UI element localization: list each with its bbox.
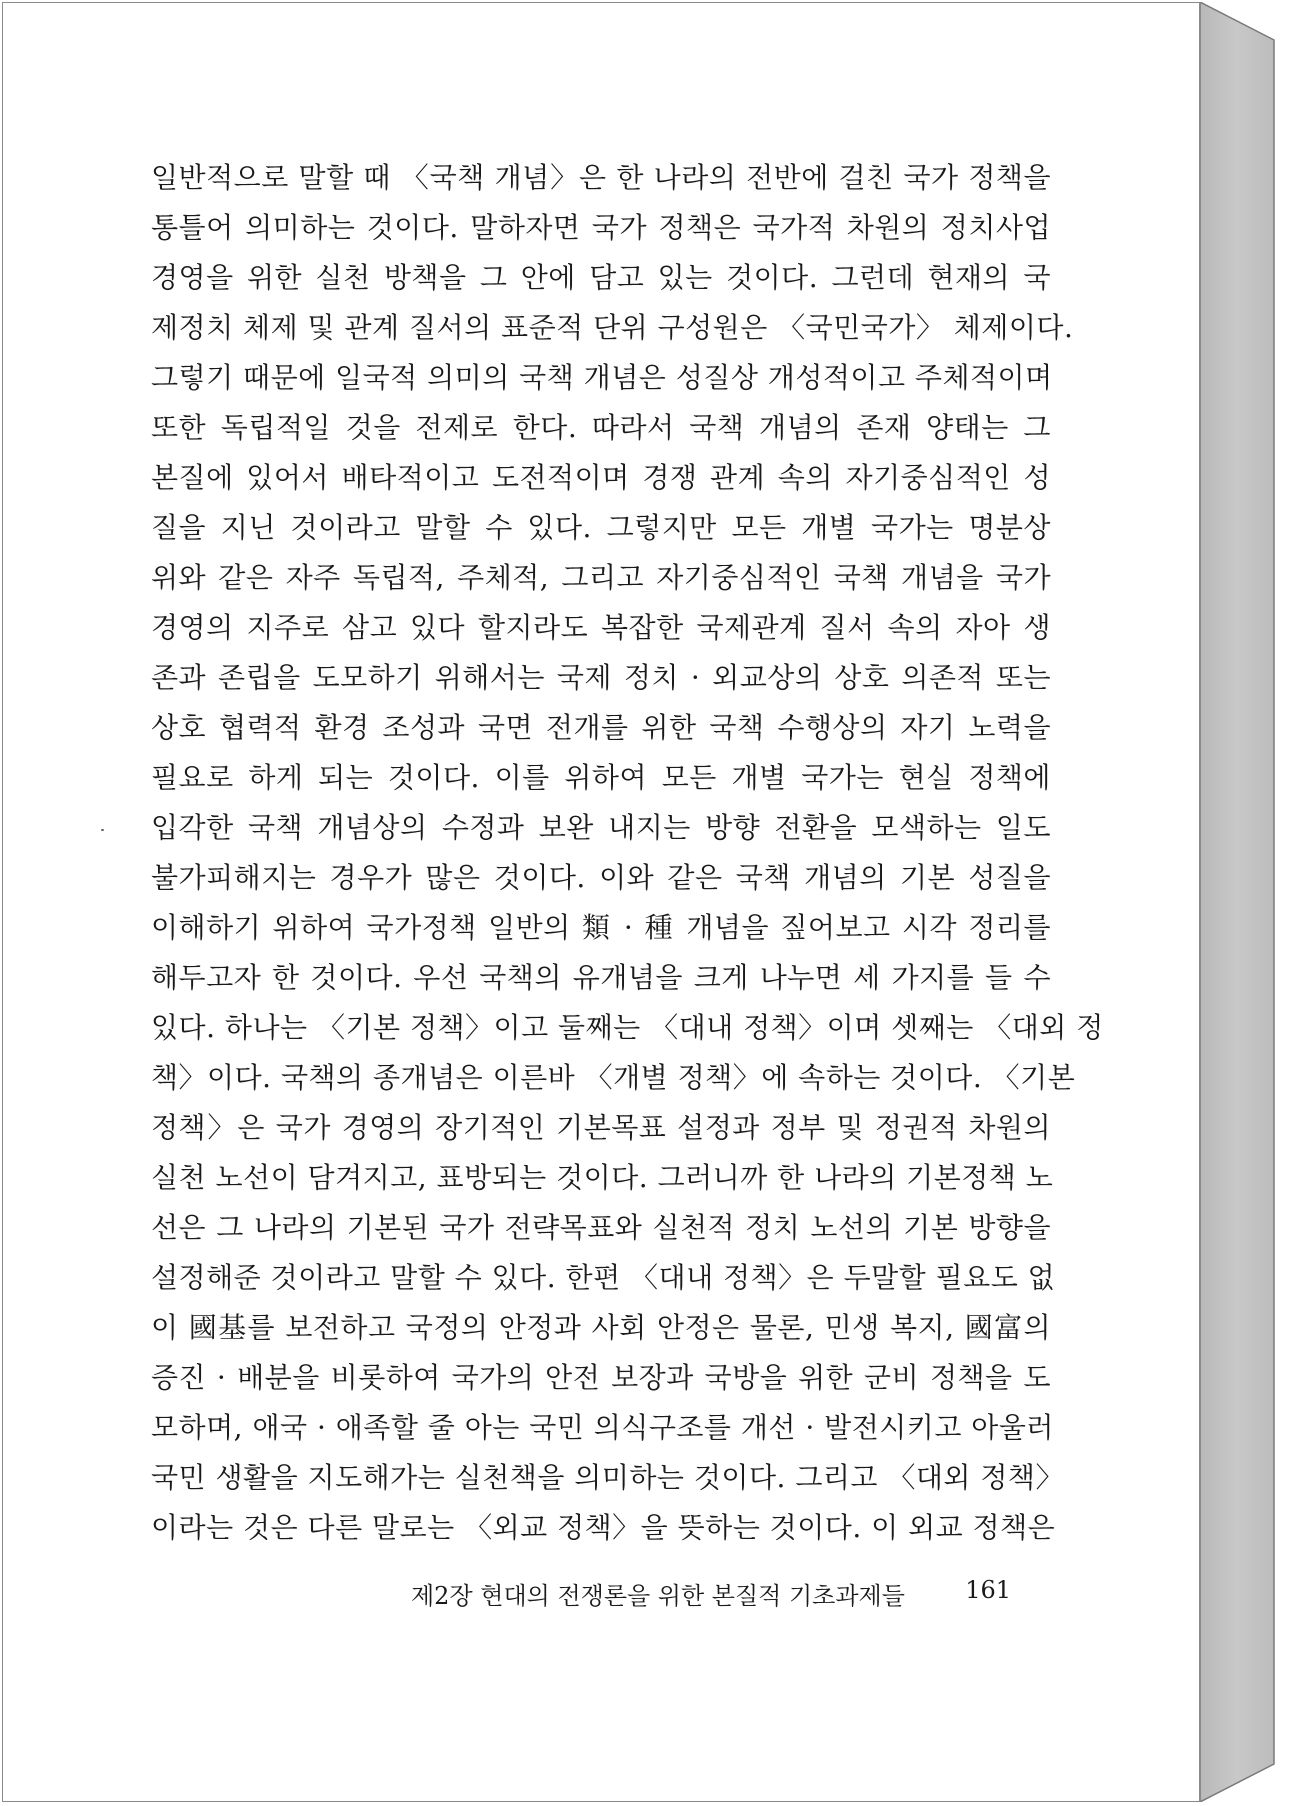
text-line: 있다. 하나는 〈기본 정책〉이고 둘째는 〈대내 정책〉이며 셋째는 〈대외 정 <box>151 1011 1104 1044</box>
text-line: 또한 독립적일 것을 전제로 한다. 따라서 국책 개념의 존재 양태는 그 <box>151 411 1051 444</box>
book-spine-edge <box>1200 2 1276 1802</box>
text-line: 불가피해지는 경우가 많은 것이다. 이와 같은 국책 개념의 기본 성질을 <box>151 861 1051 894</box>
text-line: 이해하기 위하여 국가정책 일반의 類 · 種 개념을 짚어보고 시각 정리를 <box>151 911 1051 944</box>
text-line: 정책〉은 국가 경영의 장기적인 기본목표 설정과 정부 및 정권적 차원의 <box>151 1111 1051 1144</box>
text-line: 그렇기 때문에 일국적 의미의 국책 개념은 성질상 개성적이고 주체적이며 <box>151 361 1053 394</box>
text-line: 모하며, 애국 · 애족할 줄 아는 국민 의식구조를 개선 · 발전시키고 아울러 <box>151 1411 1054 1444</box>
text-line: 해두고자 한 것이다. 우선 국책의 유개념을 크게 나누면 세 가지를 들 수 <box>151 961 1051 994</box>
text-line: 필요로 하게 되는 것이다. 이를 위하여 모든 개별 국가는 현실 정책에 <box>151 761 1051 794</box>
text-line: 제정치 체제 및 관계 질서의 표준적 단위 구성원은 〈국민국가〉 체제이다. <box>151 311 1074 344</box>
body-text <box>151 153 1104 1553</box>
text-line: 경영을 위한 실천 방책을 그 안에 담고 있는 것이다. 그런데 현재의 국 <box>151 261 1051 294</box>
text-line: 위와 같은 자주 독립적, 주체적, 그리고 자기중심적인 국책 개념을 국가 <box>151 561 1051 594</box>
text-line: 경영의 지주로 삼고 있다 할지라도 복잡한 국제관계 질서 속의 자아 생 <box>151 611 1051 644</box>
text-line: 선은 그 나라의 기본된 국가 전략목표와 실천적 정치 노선의 기본 방향을 <box>151 1211 1051 1244</box>
text-line: 존과 존립을 도모하기 위해서는 국제 정치 · 외교상의 상호 의존적 또는 <box>151 661 1051 694</box>
text-line: 질을 지닌 것이라고 말할 수 있다. 그렇지만 모든 개별 국가는 명분상 <box>151 511 1051 544</box>
text-line: 국민 생활을 지도해가는 실천책을 의미하는 것이다. 그리고 〈대외 정책〉 <box>151 1461 1064 1494</box>
text-line: 이라는 것은 다른 말로는 〈외교 정책〉을 뜻하는 것이다. 이 외교 정책은 <box>151 1511 1056 1544</box>
stray-mark <box>101 829 104 831</box>
text-line: 이 國基를 보전하고 국정의 안정과 사회 안정은 물론, 민생 복지, 國富의 <box>151 1311 1051 1344</box>
page-number: 161 <box>965 1576 1011 1604</box>
text-line: 일반적으로 말할 때 〈국책 개념〉은 한 나라의 전반에 걸친 국가 정책을 <box>151 161 1051 194</box>
text-line: 책〉이다. 국책의 종개념은 이른바 〈개별 정책〉에 속하는 것이다. 〈기본 <box>151 1061 1076 1094</box>
text-line: 상호 협력적 환경 조성과 국면 전개를 위한 국책 수행상의 자기 노력을 <box>151 711 1051 744</box>
text-line: 입각한 국책 개념상의 수정과 보완 내지는 방향 전환을 모색하는 일도 <box>151 811 1051 844</box>
book-page <box>2 2 1200 1802</box>
text-line: 본질에 있어서 배타적이고 도전적이며 경쟁 관계 속의 자기중심적인 성 <box>151 461 1051 494</box>
chapter-title: 제2장 현대의 전쟁론을 위한 본질적 기초과제들 <box>411 1582 905 1610</box>
text-line: 설정해준 것이라고 말할 수 있다. 한편 〈대내 정책〉은 두말할 필요도 없 <box>151 1261 1056 1294</box>
text-line: 실천 노선이 담겨지고, 표방되는 것이다. 그러니까 한 나라의 기본정책 노 <box>151 1161 1054 1194</box>
text-line: 통틀어 의미하는 것이다. 말하자면 국가 정책은 국가적 차원의 정치사업 <box>151 211 1051 244</box>
page-footer <box>411 1576 1011 1611</box>
text-line: 증진 · 배분을 비롯하여 국가의 안전 보장과 국방을 위한 군비 정책을 도 <box>151 1361 1051 1394</box>
